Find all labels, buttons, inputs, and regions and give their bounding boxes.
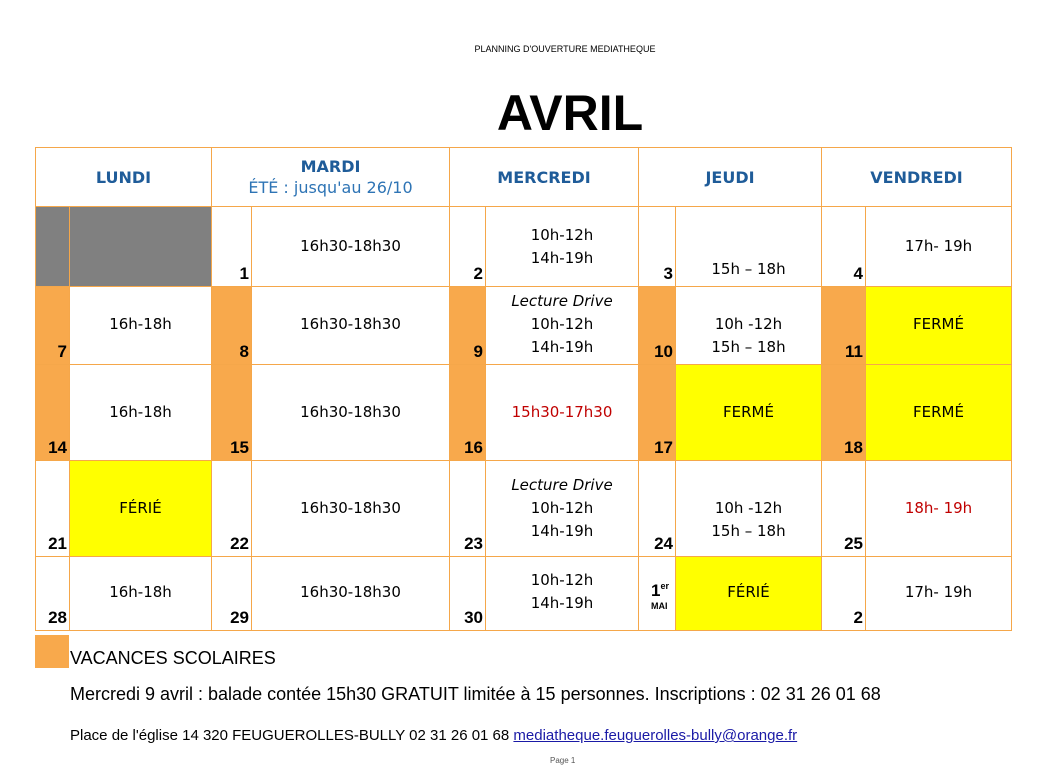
weekday-header-row (36, 148, 1012, 207)
day-cell (676, 287, 822, 365)
hours-line: 17h- 19h (904, 583, 973, 601)
hours-line: 16h-18h (109, 403, 172, 421)
day-number: 16 (450, 365, 486, 461)
event-note: Mercredi 9 avril : balade contée 15h30 GRATUIT limitée à 15 personnes. Inscriptions : 02 31 26 01 68 (70, 684, 881, 704)
event-line: Lecture Drive (511, 292, 613, 310)
day-number: 4 (822, 207, 866, 287)
day-number-value: 1 (651, 581, 661, 600)
week-row (36, 287, 1012, 365)
day-number: 7 (36, 287, 70, 365)
day-number: 29 (212, 557, 252, 631)
week-row (36, 461, 1012, 557)
day-number: 1 (212, 207, 252, 287)
day-cell (866, 461, 1012, 557)
hours-line: 16h30-18h30 (300, 499, 401, 517)
day-cell (70, 207, 212, 287)
hours-line: 16h-18h (109, 315, 172, 333)
day-number (639, 557, 676, 631)
day-number: 18 (822, 365, 866, 461)
hours-line: 10h -12h (714, 499, 783, 517)
footer-address: Place de l'église 14 320 FEUGUEROLLES-BULLY 02 31 26 01 68 (70, 727, 510, 744)
holiday-label: FÉRIÉ (119, 499, 162, 517)
ordinal-suffix: er (660, 581, 669, 591)
day-cell (676, 365, 822, 461)
hours-line: 15h – 18h (711, 338, 786, 356)
document-header: PLANNING D'OUVERTURE MEDIATHEQUE (474, 44, 656, 54)
day-number: 24 (639, 461, 676, 557)
legend-swatch (35, 635, 69, 668)
day-cell (676, 207, 822, 287)
day-cell (486, 365, 639, 461)
hours-line: 14h-19h (530, 338, 594, 356)
day-label: JEUDI (705, 167, 755, 187)
day-label: MERCREDI (497, 167, 591, 187)
month-label: MAI (651, 601, 668, 611)
day-label: VENDREDI (870, 167, 963, 187)
page-number: Page 1 (550, 756, 576, 765)
day-header-thu (639, 148, 822, 207)
day-header-tue (212, 148, 450, 207)
event-line: Lecture Drive (511, 476, 613, 494)
day-cell (70, 461, 212, 557)
day-cell (252, 461, 450, 557)
day-cell (866, 207, 1012, 287)
closed-label: FERMÉ (723, 403, 774, 421)
footer (70, 727, 797, 744)
week-row (36, 365, 1012, 461)
summer-note: ÉTÉ : jusqu'au 26/10 (248, 178, 413, 197)
hours-line: 14h-19h (530, 249, 594, 267)
day-number: 10 (639, 287, 676, 365)
day-number: 2 (450, 207, 486, 287)
day-number: 25 (822, 461, 866, 557)
day-cell (486, 207, 639, 287)
day-number: 2 (822, 557, 866, 631)
day-cell (866, 365, 1012, 461)
hours-line: 16h30-18h30 (300, 237, 401, 255)
day-number: 15 (212, 365, 252, 461)
day-cell (866, 287, 1012, 365)
day-cell (486, 461, 639, 557)
hours-line: 10h-12h (530, 226, 594, 244)
hours-line: 16h30-18h30 (300, 583, 401, 601)
week-row (36, 557, 1012, 631)
closed-label: FERMÉ (913, 315, 964, 333)
hours-line: 16h30-18h30 (300, 403, 401, 421)
day-number: 21 (36, 461, 70, 557)
hours-line: 18h- 19h (904, 499, 973, 517)
legend-label: VACANCES SCOLAIRES (70, 648, 276, 668)
hours-line: 10h-12h (530, 571, 594, 589)
closed-label: FERMÉ (913, 403, 964, 421)
hours-line: 16h-18h (109, 583, 172, 601)
week-row (36, 207, 1012, 287)
day-number: 17 (639, 365, 676, 461)
hours-line: 16h30-18h30 (300, 315, 401, 333)
holiday-label: FÉRIÉ (727, 583, 770, 601)
day-number: 8 (212, 287, 252, 365)
day-cell (676, 461, 822, 557)
hours-line: 10h-12h (530, 499, 594, 517)
day-cell (676, 557, 822, 631)
day-cell (252, 287, 450, 365)
email-link[interactable]: mediatheque.feuguerolles-bully@orange.fr (513, 727, 798, 744)
day-number: 30 (450, 557, 486, 631)
day-cell (70, 557, 212, 631)
hours-line: 14h-19h (530, 522, 594, 540)
calendar-table (35, 147, 1012, 631)
day-label: LUNDI (95, 167, 152, 187)
day-cell (70, 365, 212, 461)
day-cell (866, 557, 1012, 631)
hours-line: 10h -12h (714, 315, 783, 333)
day-number: 22 (212, 461, 252, 557)
day-header-wed (450, 148, 639, 207)
day-header-mon (36, 148, 212, 207)
day-number (36, 207, 70, 287)
day-header-fri (822, 148, 1012, 207)
day-cell (486, 287, 639, 365)
day-cell (252, 365, 450, 461)
day-number: 23 (450, 461, 486, 557)
day-number: 9 (450, 287, 486, 365)
day-label: MARDI (300, 157, 361, 176)
day-cell (252, 557, 450, 631)
day-number: 3 (639, 207, 676, 287)
day-number: 11 (822, 287, 866, 365)
day-number: 14 (36, 365, 70, 461)
hours-line: 10h-12h (530, 315, 594, 333)
hours-line: 15h – 18h (711, 522, 786, 540)
month-title: AVRIL (496, 85, 644, 141)
day-cell (70, 287, 212, 365)
hours-line: 15h30-17h30 (511, 403, 613, 421)
hours-line: 15h – 18h (711, 260, 786, 278)
hours-line: 14h-19h (530, 594, 594, 612)
day-number: 28 (36, 557, 70, 631)
day-cell (252, 207, 450, 287)
day-cell (486, 557, 639, 631)
hours-line: 17h- 19h (904, 237, 973, 255)
